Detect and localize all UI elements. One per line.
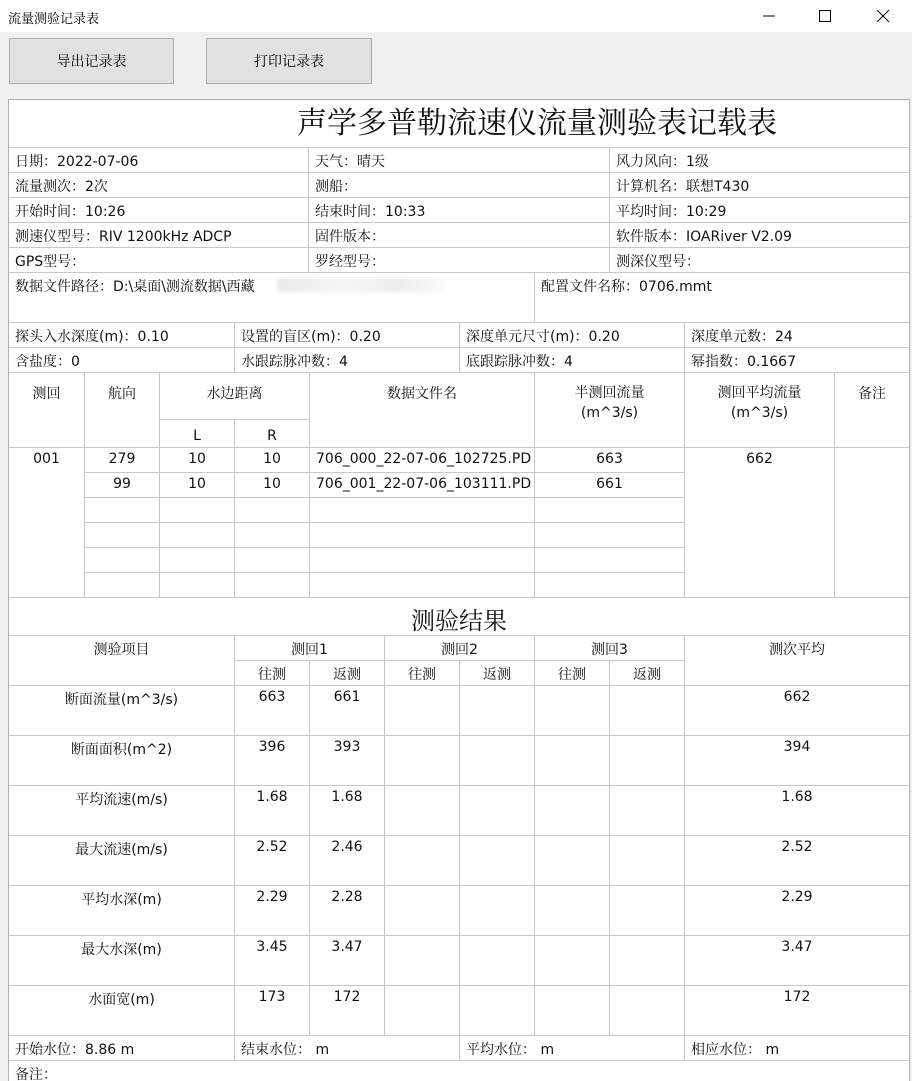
print-record-button[interactable]: 打印记录表	[206, 38, 372, 84]
avg-level-cell: 平均水位： m	[460, 1036, 685, 1061]
empty-cell	[235, 523, 310, 548]
table-row-file: 706_001_22-07-06_103111.PD	[310, 473, 535, 498]
left-scroll-edge	[0, 99, 6, 1080]
result-item: 断面面积(m^2)	[9, 736, 235, 786]
empty-cell	[385, 836, 460, 886]
result-avg: 662	[685, 686, 909, 736]
gps-model-cell: GPS型号：	[9, 248, 309, 273]
bottom-ping-cell: 底跟踪脉冲数：4	[460, 348, 685, 373]
table-row-heading: 99	[85, 473, 160, 498]
runs-header-right: R	[235, 420, 310, 448]
result-item: 平均水深(m)	[9, 886, 235, 936]
firmware-cell: 固件版本：	[309, 223, 610, 248]
window-titlebar	[0, 0, 912, 32]
maximize-icon	[818, 9, 832, 23]
empty-cell	[610, 986, 685, 1036]
minimize-icon	[762, 9, 776, 23]
meter-model-cell: 测速仪型号：RIV 1200kHz ADCP	[9, 223, 309, 248]
data-path-cell: 数据文件路径：D:\桌面\测流数据\西藏	[9, 273, 535, 323]
table-row-left: 10	[160, 448, 235, 473]
empty-cell	[85, 548, 160, 573]
corr-level-cell: 相应水位： m	[685, 1036, 909, 1061]
result-run1-forward: 2.52	[235, 836, 310, 886]
sheet-title	[9, 100, 909, 148]
empty-cell	[610, 936, 685, 986]
empty-cell	[460, 936, 535, 986]
results-header-run2: 测回2	[385, 636, 535, 661]
results-header-forward: 往测	[235, 661, 310, 686]
empty-cell	[535, 573, 685, 598]
empty-cell	[85, 498, 160, 523]
results-title-cell	[9, 598, 909, 636]
start-level-cell: 开始水位：8.86 m	[9, 1036, 235, 1061]
runs-header-run: 测回	[9, 373, 85, 448]
empty-cell	[385, 736, 460, 786]
runs-header-remark: 备注	[835, 373, 909, 448]
result-avg: 1.68	[685, 786, 909, 836]
end-level-cell: 结束水位： m	[235, 1036, 460, 1061]
empty-cell	[535, 786, 610, 836]
result-run1-back: 3.47	[310, 936, 385, 986]
table-row-file: 706_000_22-07-06_102725.PD	[310, 448, 535, 473]
result-run1-forward: 1.68	[235, 786, 310, 836]
run-avg-q-cell: 662	[685, 448, 835, 598]
compass-model-cell: 罗经型号：	[309, 248, 610, 273]
empty-cell	[610, 836, 685, 886]
empty-cell	[460, 786, 535, 836]
empty-cell	[535, 548, 685, 573]
start-time-cell: 开始时间：10:26	[9, 198, 309, 223]
results-header-run3: 测回3	[535, 636, 685, 661]
empty-cell	[535, 498, 685, 523]
water-ping-cell: 水跟踪脉冲数：4	[235, 348, 460, 373]
result-run1-back: 2.46	[310, 836, 385, 886]
result-run1-forward: 2.29	[235, 886, 310, 936]
result-run1-back: 661	[310, 686, 385, 736]
results-header-forward: 往测	[535, 661, 610, 686]
table-row-heading: 279	[85, 448, 160, 473]
empty-cell	[610, 736, 685, 786]
empty-cell	[535, 523, 685, 548]
empty-cell	[160, 498, 235, 523]
avg-time-cell: 平均时间：10:29	[610, 198, 909, 223]
result-run1-forward: 663	[235, 686, 310, 736]
runs-header-half-q	[535, 373, 685, 448]
result-avg: 2.29	[685, 886, 909, 936]
result-run1-forward: 173	[235, 986, 310, 1036]
empty-cell	[535, 936, 610, 986]
results-header-back: 返测	[460, 661, 535, 686]
result-run1-back: 2.28	[310, 886, 385, 936]
export-record-button[interactable]: 导出记录表	[9, 38, 174, 84]
results-header-back: 返测	[610, 661, 685, 686]
result-run1-back: 172	[310, 986, 385, 1036]
window-title: 流量测验记录表	[8, 12, 100, 27]
half-q-label: 半测回流量	[574, 385, 645, 401]
empty-cell	[235, 573, 310, 598]
empty-cell	[460, 686, 535, 736]
result-item: 最大流速(m/s)	[9, 836, 235, 886]
salinity-cell: 含盐度：0	[9, 348, 235, 373]
empty-cell	[460, 736, 535, 786]
empty-cell	[535, 686, 610, 736]
result-avg: 2.52	[685, 836, 909, 886]
run-remark-cell	[835, 448, 909, 598]
result-run1-back: 393	[310, 736, 385, 786]
remark-cell: 备注：	[9, 1061, 909, 1081]
empty-cell	[235, 498, 310, 523]
result-item: 最大水深(m)	[9, 936, 235, 986]
result-run1-back: 1.68	[310, 786, 385, 836]
wind-cell: 风力风向：1级	[610, 148, 909, 173]
table-row-left: 10	[160, 473, 235, 498]
empty-cell	[385, 686, 460, 736]
empty-cell	[535, 886, 610, 936]
result-run1-forward: 3.45	[235, 936, 310, 986]
weather-cell: 天气：晴天	[309, 148, 610, 173]
empty-cell	[385, 936, 460, 986]
empty-cell	[85, 523, 160, 548]
cell-size-cell: 深度单元尺寸(m)：0.20	[460, 323, 685, 348]
empty-cell	[235, 548, 310, 573]
sheet-title-text: 声学多普勒流速仪流量测验表记载表	[297, 106, 777, 141]
results-title: 测验结果	[411, 607, 507, 635]
table-row-half-q: 663	[535, 448, 685, 473]
empty-cell	[385, 786, 460, 836]
empty-cell	[385, 886, 460, 936]
empty-cell	[460, 836, 535, 886]
run-count-cell: 流量测次：2次	[9, 173, 309, 198]
empty-cell	[610, 686, 685, 736]
empty-cell	[385, 986, 460, 1036]
results-header-item: 测验项目	[9, 636, 235, 686]
result-avg: 172	[685, 986, 909, 1036]
maximize-button[interactable]	[802, 0, 848, 32]
power-index-cell: 幂指数：0.1667	[685, 348, 909, 373]
boat-cell: 测船：	[309, 173, 610, 198]
results-header-forward: 往测	[385, 661, 460, 686]
redacted-path	[277, 278, 447, 292]
results-header-run1: 测回1	[235, 636, 385, 661]
result-run1-forward: 396	[235, 736, 310, 786]
close-icon	[876, 9, 890, 23]
depth-model-cell: 测深仪型号：	[610, 248, 909, 273]
runs-cell-run: 001	[9, 448, 85, 598]
empty-cell	[535, 736, 610, 786]
result-avg: 3.47	[685, 936, 909, 986]
empty-cell	[160, 573, 235, 598]
runs-header-file: 数据文件名	[310, 373, 535, 448]
end-time-cell: 结束时间：10:33	[309, 198, 610, 223]
empty-cell	[85, 573, 160, 598]
results-header-avg: 测次平均	[685, 636, 909, 686]
empty-cell	[160, 523, 235, 548]
runs-header-avg-q	[685, 373, 835, 448]
empty-cell	[310, 548, 535, 573]
close-button[interactable]	[860, 0, 906, 32]
probe-depth-cell: 探头入水深度(m)：0.10	[9, 323, 235, 348]
computer-cell: 计算机名：联想T430	[610, 173, 909, 198]
empty-cell	[610, 886, 685, 936]
avg-q-label: 测回平均流量	[717, 385, 802, 401]
table-row-right: 10	[235, 473, 310, 498]
software-cell: 软件版本：IOARiver V2.09	[610, 223, 909, 248]
config-file-cell: 配置文件名称：0706.mmt	[535, 273, 909, 323]
table-row-right: 10	[235, 448, 310, 473]
table-row-half-q: 661	[535, 473, 685, 498]
result-avg: 394	[685, 736, 909, 786]
runs-header-heading: 航向	[85, 373, 160, 448]
record-sheet	[8, 99, 910, 1081]
empty-cell	[160, 548, 235, 573]
results-header-back: 返测	[310, 661, 385, 686]
minimize-button[interactable]	[746, 0, 792, 32]
empty-cell	[535, 986, 610, 1036]
result-item: 平均流速(m/s)	[9, 786, 235, 836]
result-item: 断面流量(m^3/s)	[9, 686, 235, 736]
blank-zone-cell: 设置的盲区(m)：0.20	[235, 323, 460, 348]
runs-header-left: L	[160, 420, 235, 448]
result-item: 水面宽(m)	[9, 986, 235, 1036]
cell-count-cell: 深度单元数：24	[685, 323, 909, 348]
date-cell: 日期：2022-07-06	[9, 148, 309, 173]
empty-cell	[310, 498, 535, 523]
avg-q-unit: (m^3/s)	[730, 405, 789, 421]
empty-cell	[310, 523, 535, 548]
empty-cell	[460, 886, 535, 936]
runs-header-edge-dist: 水边距离	[160, 373, 310, 420]
empty-cell	[310, 573, 535, 598]
empty-cell	[535, 836, 610, 886]
empty-cell	[610, 786, 685, 836]
empty-cell	[460, 986, 535, 1036]
half-q-unit: (m^3/s)	[580, 405, 639, 421]
